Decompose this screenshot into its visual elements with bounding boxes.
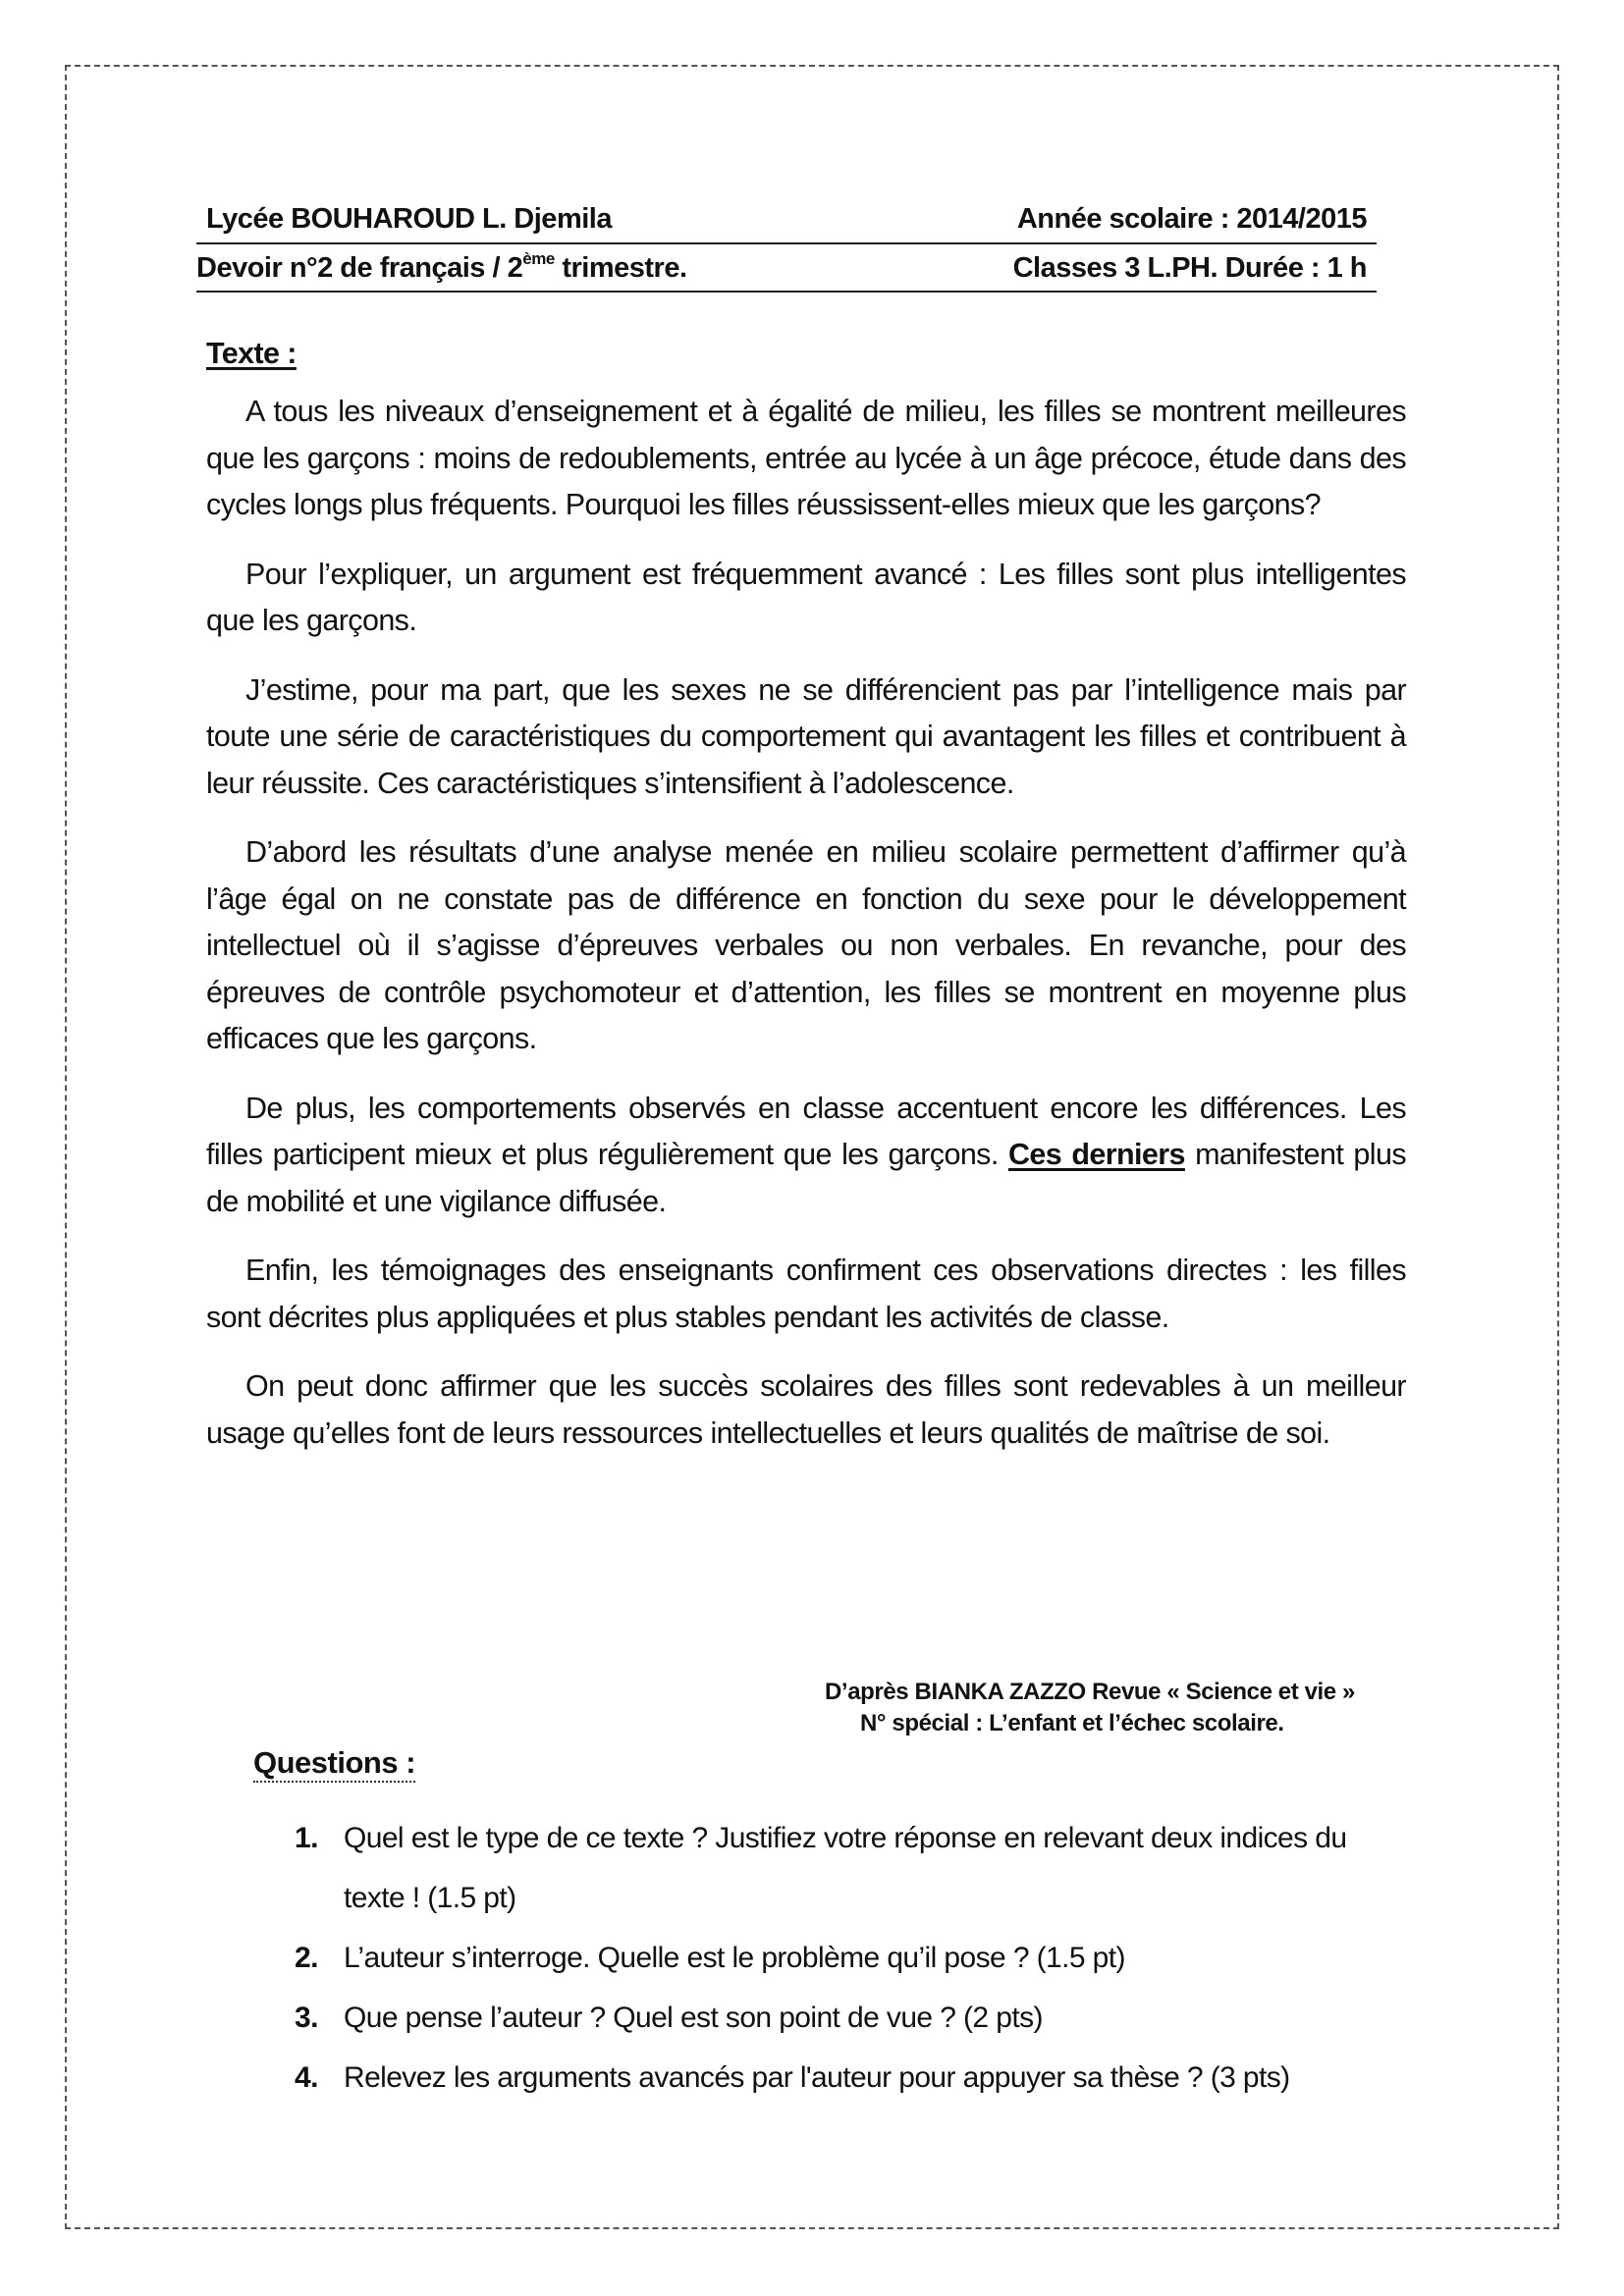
exam-title-prefix: Devoir n°2 de français / 2 (196, 252, 523, 284)
exam-title (196, 249, 687, 285)
exam-title-suffix: trimestre. (554, 252, 687, 284)
header-divider-1 (196, 242, 1377, 244)
paragraph-text: manifestent plus de mobilité et une vigilance diffusée. (206, 1138, 1406, 1218)
class-duration: Classes 3 L.PH. Durée : 1 h (1012, 252, 1367, 284)
question-number: 1. (295, 1822, 318, 1854)
paragraph: Enfin, les témoignages des enseignants confirment ces observations directes : les filles sont décrites plus appliquées et plus stables pendant les activités de classe. (206, 1254, 1406, 1334)
paragraph: On peut donc affirmer que les succès scolaires des filles sont redevables à un meilleur usage qu’elles font de leurs ressources intellectuelles et leurs qualités de maîtrise de soi. (206, 1369, 1406, 1450)
questions-list (295, 1808, 1394, 2108)
question-item (295, 2048, 1394, 2108)
source-citation (825, 1677, 1375, 1739)
paragraph-text: De plus, les comportements observés en classe accentuent encore les différences. Les filles participent mieux et plus régulièrement que les garçons. (206, 1091, 1406, 1171)
question-number: 3. (295, 2002, 318, 2034)
question-text: Relevez les arguments avancés par l'auteur pour appuyer sa thèse ? (3 pts) (344, 2061, 1290, 2094)
paragraph: A tous les niveaux d’enseignement et à égalité de milieu, les filles se montrent meilleures que les garçons : moins de redoublements, entrée au lycée à un âge précoce, étude dans des cycles longs plus fréquents. Pourquoi les filles réussissent-elles mieux que les garçons? (206, 395, 1406, 521)
exam-title-superscript: ème (522, 249, 555, 268)
question-text: Que pense l’auteur ? Quel est son point de vue ? (2 pts) (344, 2002, 1043, 2034)
question-text: L’auteur s’interroge. Quelle est le problème qu’il pose ? (1.5 pt) (344, 1942, 1125, 1974)
question-text: Quel est le type de ce texte ? Justifiez votre réponse en relevant deux indices du texte ! (1.5 pt) (344, 1822, 1347, 1914)
text-title: Texte : (206, 337, 297, 370)
header-row-2 (196, 245, 1377, 285)
school-year: Année scolaire : 2014/2015 (1016, 203, 1367, 235)
source-line-1: D’après BIANKA ZAZZO Revue « Science et vie » (825, 1679, 1355, 1705)
school-name: Lycée BOUHAROUD L. Djemila (206, 203, 612, 235)
paragraph (206, 1086, 1406, 1226)
text-section (206, 334, 1406, 1479)
questions-title: Questions : (253, 1745, 415, 1783)
question-number: 2. (295, 1942, 318, 1974)
question-item (295, 1988, 1394, 2048)
question-item (295, 1928, 1394, 1988)
question-item (295, 1808, 1394, 1928)
paragraph: J’estime, pour ma part, que les sexes ne se différencient pas par l’intelligence mais par toute une série de caractéristiques du comportement qui avantagent les filles et contribuent à leur réussite. Ces caractéristiques s’intensifient à l’adolescence. (206, 672, 1406, 800)
emphasized-phrase: Ces derniers (1007, 1138, 1185, 1171)
paragraph: D’abord les résultats d’une analyse menée en milieu scolaire permettent d’affirmer qu’à l’âge égal on ne constate pas de différence en fonction du sexe pour le développement intellectuel où il s’agisse d’épreuves verbales ou non verbales. En revanche, pour des épreuves de contrôle psychomoteur et d’attention, les filles se montrent en moyenne plus efficaces que les garçons. (206, 835, 1406, 1055)
header-row-1 (196, 196, 1377, 236)
paragraph: Pour l’expliquer, un argument est fréquemment avancé : Les filles sont plus intelligentes que les garçons. (206, 557, 1406, 637)
question-number: 4. (295, 2061, 318, 2094)
header-divider-2 (196, 291, 1377, 293)
source-line-2: N° spécial : L’enfant et l’échec scolaire. (860, 1710, 1284, 1736)
